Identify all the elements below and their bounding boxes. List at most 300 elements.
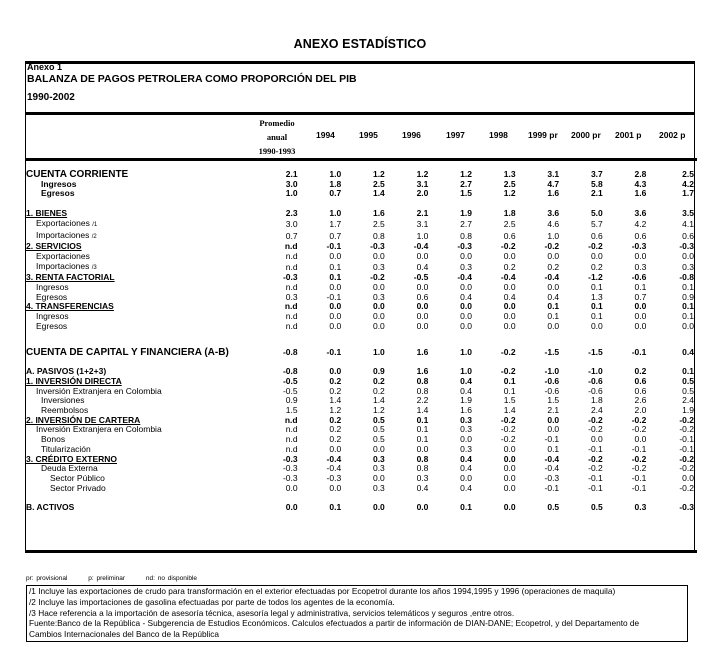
table-row	[26, 503, 694, 513]
value-cell: 0.0	[460, 434, 472, 445]
value-cell: 0.2	[329, 375, 342, 386]
row-label	[26, 189, 258, 199]
value-cell: 0.4	[460, 385, 472, 396]
value-cell: 0.0	[416, 311, 429, 322]
value-cell: -0.1	[631, 472, 647, 483]
value-cell: -0.5	[282, 385, 298, 396]
value-cell: -0.4	[500, 272, 516, 283]
value-cell: 0.1	[682, 282, 694, 293]
value-cell: 0.8	[460, 230, 472, 241]
value-cell: 0.3	[372, 482, 385, 493]
value-cell: 0.0	[503, 453, 516, 464]
value-cell: -0.6	[544, 385, 560, 396]
value-cell: -1.2	[588, 272, 603, 283]
value-cell: 0.1	[460, 502, 472, 513]
value-cell: 2.1	[285, 169, 298, 179]
value-cell: 0.0	[416, 301, 429, 312]
value-cell: 0.0	[503, 443, 516, 454]
value-cell: -0.8	[282, 346, 298, 357]
value-cell: 0.6	[590, 230, 603, 241]
row-label-text: Importaciones	[36, 260, 90, 271]
legend-item: p: preliminar	[88, 575, 126, 582]
value-cell: 2.7	[460, 178, 472, 189]
row-label-text: Inversiones	[41, 395, 85, 406]
value-cell: -0.2	[588, 453, 603, 464]
value-cell: 1.5	[460, 188, 472, 199]
value-cell: 1.4	[372, 188, 385, 199]
value-cell: 0.0	[547, 320, 560, 331]
value-cell: 2.4	[590, 405, 603, 416]
row-label-text: CUENTA DE CAPITAL Y FINANCIERA (A-B)	[26, 346, 229, 358]
value-cell: 0.3	[634, 502, 647, 513]
value-cell: -0.2	[679, 414, 694, 425]
value-cell: 0.0	[682, 472, 694, 483]
column-header-year: 1994	[316, 130, 335, 140]
value-cell: 0.3	[372, 261, 385, 272]
value-cell: 0.0	[329, 282, 342, 293]
row-label-text: Egresos	[36, 320, 68, 331]
value-cell: 0.7	[329, 188, 342, 199]
footnote-ref: /2	[91, 233, 97, 240]
column-header-average	[252, 116, 302, 158]
value-cell: -0.2	[500, 241, 516, 252]
value-cell: 0.0	[329, 250, 342, 261]
value-cell: 0.5	[590, 502, 603, 513]
value-cell: 0.8	[416, 375, 429, 386]
value-cell: 0.0	[634, 320, 647, 331]
value-cell: 3.5	[682, 208, 694, 219]
value-cell: 1.4	[416, 405, 429, 416]
value-cell: -1.5	[588, 346, 603, 357]
value-cell: -0.2	[631, 424, 647, 435]
row-label-text: 3. CRÉDITO EXTERNO	[26, 453, 117, 464]
value-cell: 0.1	[416, 424, 429, 435]
value-cell: 2.5	[372, 178, 385, 189]
value-cell: 0.0	[503, 472, 516, 483]
row-label-text: CUENTA CORRIENTE	[26, 169, 129, 180]
value-cell: 1.6	[547, 188, 560, 199]
value-cell: 4.1	[682, 218, 694, 229]
value-cell: 0.4	[503, 291, 516, 302]
footnote: /3 Hace referencia a la importación de asesoría técnica, asesoría legal y administrativa, servicios telemáticos y seguros ,entre otros.	[29, 607, 515, 618]
value-cell: 0.4	[416, 482, 429, 493]
row-label-text: Egresos	[41, 188, 75, 199]
row-label-text: Sector Público	[50, 472, 105, 483]
source-note: Fuente:Banco de la República - Subgerencia de Estudios Económicos. Calculos efectuados a partir de información de DIAN-DANE; Ecopetrol, y del Departamento de	[29, 618, 640, 629]
value-cell: 0.4	[547, 291, 560, 302]
value-cell: 0.3	[372, 453, 385, 464]
value-cell: 0.7	[634, 291, 647, 302]
legend-item: pr: provisional	[26, 575, 68, 582]
value-cell: -0.6	[544, 375, 560, 386]
value-cell: 0.0	[590, 320, 603, 331]
top-rule	[25, 61, 695, 64]
value-cell: 0.3	[372, 463, 385, 474]
value-cell: -0.2	[500, 414, 516, 425]
row-label-text: B. ACTIVOS	[26, 502, 75, 513]
value-cell: -0.1	[544, 434, 560, 445]
row-label-text: Egresos	[36, 291, 68, 302]
row-label-text: Ingresos	[36, 311, 69, 322]
value-cell: 0.6	[503, 230, 516, 241]
footnotes-box	[26, 585, 688, 642]
row-label	[26, 503, 258, 513]
value-cell: 0.0	[634, 434, 647, 445]
spacer-row	[26, 332, 694, 348]
value-cell: 0.0	[682, 320, 694, 331]
value-cell: -0.2	[588, 463, 603, 474]
value-cell: -0.3	[326, 472, 342, 483]
value-cell: 0.0	[590, 434, 603, 445]
value-cell: 0.9	[682, 291, 694, 302]
value-cell: 0.2	[329, 424, 342, 435]
value-cell: 2.6	[634, 395, 647, 406]
value-cell: 1.2	[503, 188, 516, 199]
source-note: Cambios Internacionales del Banco de la República	[29, 629, 220, 640]
value-cell: -0.1	[631, 346, 647, 357]
value-cell: -0.3	[282, 453, 298, 464]
value-cell: 0.1	[547, 443, 560, 454]
value-cell: -0.2	[544, 241, 560, 252]
value-cell: 0.6	[634, 385, 647, 396]
bottom-rule	[25, 550, 697, 553]
value-cell: n.d	[285, 434, 298, 445]
value-cell: -0.2	[500, 366, 516, 377]
value-cell: -0.2	[500, 424, 516, 435]
value-cell: 1.9	[460, 395, 472, 406]
value-cell: 0.4	[460, 375, 472, 386]
value-cell: 1.5	[285, 405, 298, 416]
value-cell: -0.2	[679, 453, 694, 464]
value-cell: -0.2	[588, 241, 603, 252]
value-cell: 0.0	[547, 414, 560, 425]
value-cell: 0.0	[460, 320, 472, 331]
value-cell: 1.0	[460, 346, 472, 357]
value-cell: 3.0	[285, 178, 298, 189]
value-cell: 0.1	[547, 301, 560, 312]
row-label-text: 3. RENTA FACTORIAL	[26, 272, 115, 283]
value-cell: 0.3	[634, 261, 647, 272]
value-cell: -0.5	[282, 375, 298, 386]
row-label-text: Ingresos	[41, 178, 77, 189]
value-cell: 3.7	[590, 169, 603, 179]
value-cell: 0.5	[547, 502, 560, 513]
row-label-text: A. PASIVOS (1+2+3)	[26, 366, 107, 377]
value-cell: -0.4	[326, 463, 342, 474]
value-cell: 0.2	[372, 375, 385, 386]
value-cell: -0.4	[457, 272, 472, 283]
value-cell: 0.9	[372, 366, 385, 377]
header-rule	[25, 112, 695, 115]
value-cell: 0.8	[416, 463, 429, 474]
row-label-text: Inversión Extranjera en Colombia	[36, 424, 162, 435]
balance-table	[26, 170, 694, 513]
value-cell: n.d	[285, 250, 298, 261]
row-label	[26, 348, 258, 358]
value-cell: 2.0	[634, 405, 647, 416]
value-cell: 0.1	[682, 301, 694, 312]
value-cell: -0.2	[679, 463, 694, 474]
footnote: /1 Incluye las exportaciones de crudo para transformación en el exterior efectuadas por Ecopetrol durante los años 1994,1995 y 1996 (operaciones de maquila)	[29, 586, 616, 596]
value-cell: 0.1	[634, 282, 647, 293]
value-cell: -0.1	[544, 482, 560, 493]
value-cell: 2.4	[682, 395, 694, 406]
column-header-year: 1999 pr	[528, 130, 558, 140]
value-cell: 0.0	[372, 443, 385, 454]
value-cell: n.d	[285, 261, 298, 272]
value-cell: -0.3	[282, 272, 298, 283]
average-header-line: 1990-1993	[258, 146, 296, 156]
value-cell: 1.9	[682, 405, 694, 416]
value-cell: 1.0	[329, 169, 342, 179]
value-cell: 0.5	[682, 375, 694, 386]
value-cell: 0.0	[372, 472, 385, 483]
value-cell: 0.5	[682, 385, 694, 396]
value-cell: 0.3	[460, 443, 472, 454]
value-cell: 0.6	[416, 291, 429, 302]
table-row	[26, 209, 694, 219]
value-cell: 1.7	[682, 188, 694, 199]
value-cell: 0.2	[329, 434, 342, 445]
value-cell: 1.6	[416, 366, 429, 377]
value-cell: 3.6	[634, 208, 647, 219]
value-cell: 4.7	[547, 178, 560, 189]
column-header-year: 1995	[359, 130, 378, 140]
value-cell: 0.1	[416, 434, 429, 445]
value-cell: 0.0	[416, 320, 429, 331]
footnote-ref: /3	[91, 264, 97, 271]
value-cell: 0.0	[634, 301, 647, 312]
value-cell: 1.0	[547, 230, 560, 241]
table-row	[26, 322, 694, 332]
value-cell: 0.0	[329, 443, 342, 454]
value-cell: 4.2	[634, 218, 647, 229]
value-cell: 0.6	[682, 230, 694, 241]
value-cell: 2.3	[285, 208, 298, 219]
value-cell: 0.1	[590, 311, 603, 322]
table-row	[26, 219, 694, 231]
value-cell: 2.5	[503, 218, 516, 229]
column-header-year: 1996	[402, 130, 421, 140]
row-label-text: Inversión Extranjera en Colombia	[36, 385, 162, 396]
value-cell: -0.3	[544, 472, 560, 483]
value-cell: -0.4	[326, 453, 342, 464]
value-cell: 2.2	[416, 395, 429, 406]
value-cell: -0.4	[413, 241, 429, 252]
value-cell: -0.1	[588, 472, 603, 483]
value-cell: -0.2	[370, 272, 385, 283]
table-row	[26, 484, 694, 494]
value-cell: 0.0	[503, 282, 516, 293]
value-cell: -0.3	[282, 463, 298, 474]
row-label-text: 1. BIENES	[26, 208, 68, 219]
value-cell: 0.0	[372, 250, 385, 261]
value-cell: 1.0	[460, 366, 472, 377]
footnote-ref: /1	[92, 221, 98, 228]
value-cell: 1.2	[460, 169, 472, 179]
value-cell: 0.2	[329, 414, 342, 425]
column-header-year: 1997	[446, 130, 465, 140]
value-cell: 2.0	[416, 188, 429, 199]
value-cell: 3.1	[416, 178, 429, 189]
column-headers	[0, 116, 720, 156]
value-cell: 1.3	[590, 291, 603, 302]
value-cell: 0.1	[547, 311, 560, 322]
value-cell: -0.3	[370, 241, 385, 252]
value-cell: 3.1	[416, 218, 429, 229]
value-cell: 0.2	[634, 366, 647, 377]
value-cell: -0.1	[588, 443, 603, 454]
value-cell: 4.3	[634, 178, 647, 189]
value-cell: 5.8	[590, 178, 603, 189]
row-label-text: Exportaciones	[36, 217, 90, 228]
value-cell: 0.0	[416, 502, 429, 513]
value-cell: -0.2	[588, 414, 603, 425]
row-label-text: Bonos	[41, 434, 66, 445]
value-cell: -1.0	[588, 366, 603, 377]
value-cell: 0.0	[503, 463, 516, 474]
value-cell: 3.0	[285, 218, 298, 229]
value-cell: 2.5	[503, 178, 516, 189]
value-cell: 0.3	[285, 291, 298, 302]
column-header-year: 2002 p	[659, 130, 686, 140]
value-cell: 4.6	[547, 218, 560, 229]
value-cell: 2.7	[460, 218, 472, 229]
value-cell: -0.6	[631, 272, 647, 283]
value-cell: 0.2	[372, 385, 385, 396]
value-cell: 0.0	[329, 366, 342, 377]
value-cell: -0.1	[326, 291, 342, 302]
value-cell: 1.0	[372, 346, 385, 357]
value-cell: -0.4	[544, 463, 560, 474]
value-cell: 5.0	[590, 208, 603, 219]
table-title: BALANZA DE PAGOS PETROLERA COMO PROPORCIÓN DEL PIB	[27, 73, 357, 85]
value-cell: 0.0	[503, 482, 516, 493]
value-cell: 0.4	[416, 261, 429, 272]
value-cell: 0.0	[460, 250, 472, 261]
value-cell: 1.4	[329, 395, 342, 406]
value-cell: 0.0	[372, 282, 385, 293]
value-cell: 0.0	[372, 301, 385, 312]
value-cell: 0.0	[285, 502, 298, 513]
value-cell: 1.2	[372, 169, 385, 179]
value-cell: 1.4	[503, 405, 516, 416]
value-cell: n.d	[285, 311, 298, 322]
value-cell: 4.2	[682, 178, 694, 189]
value-cell: 0.1	[329, 261, 342, 272]
value-cell: n.d	[285, 443, 298, 454]
value-cell: -0.8	[679, 272, 694, 283]
value-cell: 0.0	[460, 311, 472, 322]
value-cell: 1.6	[372, 208, 385, 219]
value-cell: 2.5	[682, 169, 694, 179]
value-cell: 0.0	[547, 250, 560, 261]
value-cell: 2.5	[372, 218, 385, 229]
row-label-text: Reembolsos	[41, 405, 89, 416]
period-label: 1990-2002	[27, 92, 75, 103]
value-cell: 0.0	[547, 282, 560, 293]
value-cell: 0.0	[372, 311, 385, 322]
value-cell: 0.0	[634, 250, 647, 261]
value-cell: n.d	[285, 320, 298, 331]
value-cell: 2.8	[634, 169, 647, 179]
row-label-text: Importaciones	[36, 229, 90, 240]
value-cell: 0.0	[329, 320, 342, 331]
value-cell: n.d	[285, 424, 298, 435]
value-cell: 0.3	[460, 261, 472, 272]
value-cell: 1.4	[372, 395, 385, 406]
value-cell: 0.3	[682, 261, 694, 272]
value-cell: -0.1	[679, 443, 694, 454]
value-cell: -0.1	[326, 241, 342, 252]
value-cell: 0.1	[590, 282, 603, 293]
value-cell: -0.2	[679, 424, 694, 435]
value-cell: 0.0	[416, 250, 429, 261]
value-cell: -1.0	[544, 366, 560, 377]
value-cell: 0.8	[416, 453, 429, 464]
value-cell: -0.1	[631, 482, 647, 493]
value-cell: 0.8	[372, 230, 385, 241]
value-cell: n.d	[285, 282, 298, 293]
value-cell: -0.3	[631, 241, 647, 252]
value-cell: 0.4	[460, 463, 472, 474]
value-cell: -0.3	[679, 502, 694, 513]
row-label-text: Ingresos	[36, 282, 69, 293]
value-cell: 0.0	[416, 282, 429, 293]
value-cell: 0.1	[503, 385, 516, 396]
value-cell: 0.1	[329, 502, 342, 513]
value-cell: -0.3	[457, 241, 472, 252]
value-cell: 0.4	[682, 346, 694, 357]
value-cell: -1.5	[544, 346, 560, 357]
value-cell: 1.2	[372, 405, 385, 416]
spacer-cell	[26, 332, 694, 348]
value-cell: 1.7	[329, 218, 342, 229]
value-cell: 0.0	[329, 311, 342, 322]
value-cell: 1.0	[329, 208, 342, 219]
row-label-text: 4. TRANSFERENCIAS	[26, 301, 114, 312]
value-cell: 1.8	[329, 178, 342, 189]
row-label-text: Exportaciones	[36, 250, 90, 261]
value-cell: -0.1	[588, 482, 603, 493]
value-cell: 1.2	[416, 169, 429, 179]
value-cell: 0.0	[503, 311, 516, 322]
abbreviation-legend	[26, 575, 215, 582]
value-cell: 0.2	[329, 385, 342, 396]
value-cell: 1.5	[503, 395, 516, 406]
value-cell: 0.0	[372, 320, 385, 331]
value-cell: 0.3	[416, 472, 429, 483]
value-cell: -0.3	[282, 472, 298, 483]
footnote: /2 Incluye las importaciones de gasolina efectuadas por parte de todos los agentes de la economía.	[29, 596, 395, 607]
value-cell: 1.5	[547, 395, 560, 406]
value-cell: -0.5	[413, 272, 429, 283]
value-cell: 0.0	[547, 424, 560, 435]
row-label-text: 2. INVERSIÓN DE CARTERA	[26, 414, 141, 425]
value-cell: 0.1	[503, 375, 516, 386]
value-cell: -0.3	[679, 241, 694, 252]
value-cell: -0.1	[679, 434, 694, 445]
value-cell: 0.4	[460, 453, 472, 464]
value-cell: 0.5	[372, 434, 385, 445]
value-cell: -0.2	[631, 453, 647, 464]
value-cell: 1.0	[285, 188, 298, 199]
value-cell: 1.6	[416, 346, 429, 357]
value-cell: -0.6	[588, 375, 603, 386]
row-label-text: 2. SERVICIOS	[26, 241, 82, 252]
column-header-year: 2001 p	[615, 130, 642, 140]
value-cell: 0.0	[329, 301, 342, 312]
